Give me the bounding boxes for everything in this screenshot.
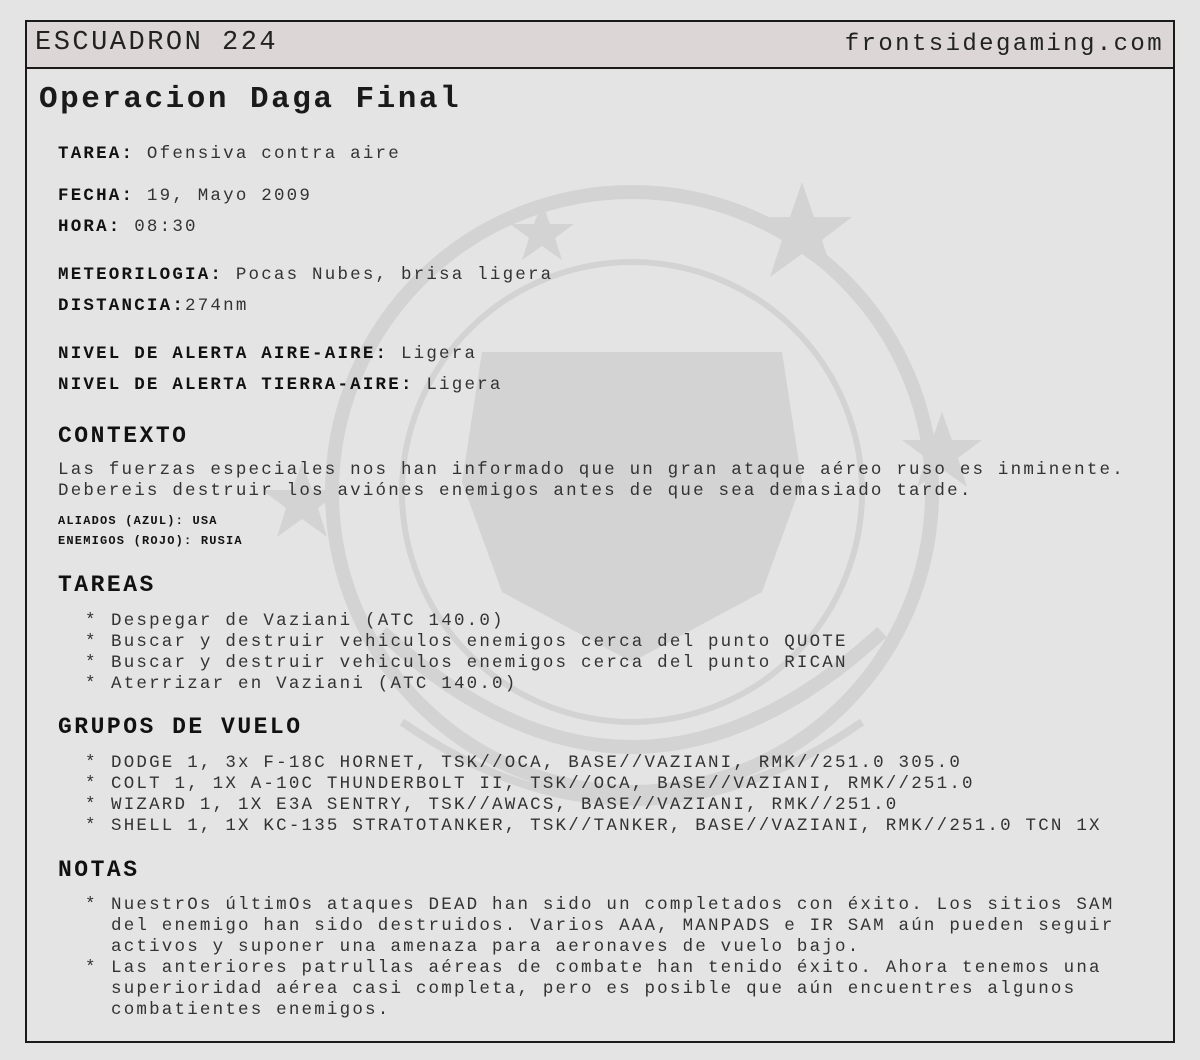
field-date-label: FECHA: [58,186,135,206]
field-date-value: 19, Mayo 2009 [146,186,313,206]
context-line: Debereis destruir los aviónes enemigos antes de que sea demasiado tarde. [58,481,973,501]
list-item: * COLT 1, 1X A-10C THUNDERBOLT II, TSK//OCA, BASE//VAZIANI, RMK//251.0 [85,774,1102,795]
field-time-value: 08:30 [134,217,198,237]
allies-value: USA [192,514,218,528]
section-heading-notes: NOTAS [58,857,140,883]
list-item: * Aterrizar en Vaziani (ATC 140.0) [85,674,848,695]
site-url: frontsidegaming.com [844,31,1164,58]
flights-list [85,753,1102,837]
list-item: * NuestrOs últimOs ataques DEAD han sido un completados con éxito. Los sitios SAM del enemigo han sido destruidos. Varios AAA, MANPADS e IR SAM aún pueden seguir activos y suponer una amenaza para aeronaves de vuelo bajo. [85,895,1151,958]
list-item: * Despegar de Vaziani (ATC 140.0) [85,611,848,632]
field-weather-label: METEORILOGIA: [58,265,224,285]
field-sa-alert-label: NIVEL DE ALERTA TIERRA-AIRE: [58,375,414,395]
context-line: Las fuerzas especiales nos han informado que un gran ataque aéreo ruso es inminente. [58,460,1125,480]
field-distance-value: 274nm [185,296,249,316]
squadron-name: ESCUADRON 224 [35,28,279,58]
enemies-row [58,534,243,548]
field-distance-label: DISTANCIA: [58,296,186,316]
field-date [58,186,312,206]
list-item: * WIZARD 1, 1X E3A SENTRY, TSK//AWACS, BASE//VAZIANI, RMK//251.0 [85,795,1102,816]
field-task-value: Ofensiva contra aire [146,144,401,164]
section-heading-context: CONTEXTO [58,423,189,449]
tasks-list [85,611,848,695]
field-sa-alert [58,375,503,395]
section-heading-tasks: TAREAS [58,572,156,598]
field-distance [58,296,249,316]
field-weather-value: Pocas Nubes, brisa ligera [235,265,554,285]
allies-label: ALIADOS (AZUL): [58,514,185,528]
allies-row [58,514,218,528]
list-item: * SHELL 1, 1X KC-135 STRATOTANKER, TSK//TANKER, BASE//VAZIANI, RMK//251.0 TCN 1X [85,816,1102,837]
field-task-label: TAREA: [58,144,135,164]
notes-list [85,895,1151,1021]
list-item: * DODGE 1, 3x F-18C HORNET, TSK//OCA, BASE//VAZIANI, RMK//251.0 305.0 [85,753,1102,774]
list-item: * Buscar y destruir vehiculos enemigos cerca del punto RICAN [85,653,848,674]
enemies-value: RUSIA [200,534,243,548]
field-time [58,217,198,237]
field-aa-alert [58,344,477,364]
field-time-label: HORA: [58,217,122,237]
briefing-content [27,22,1173,1041]
briefing-card [25,20,1175,1043]
field-task [58,144,401,164]
context-paragraph [58,460,1125,502]
section-heading-flights: GRUPOS DE VUELO [58,714,303,740]
field-aa-alert-value: Ligera [400,344,478,364]
field-weather [58,265,553,285]
field-aa-alert-label: NIVEL DE ALERTA AIRE-AIRE: [58,344,389,364]
list-item: * Las anteriores patrullas aéreas de combate han tenido éxito. Ahora tenemos una superioridad aérea casi completa, pero es posible que aún encuentres algunos combatientes enemigos. [85,958,1151,1021]
list-item: * Buscar y destruir vehiculos enemigos cerca del punto QUOTE [85,632,848,653]
enemies-label: ENEMIGOS (ROJO): [58,534,193,548]
mission-title: Operacion Daga Final [39,82,462,117]
field-sa-alert-value: Ligera [426,375,503,395]
